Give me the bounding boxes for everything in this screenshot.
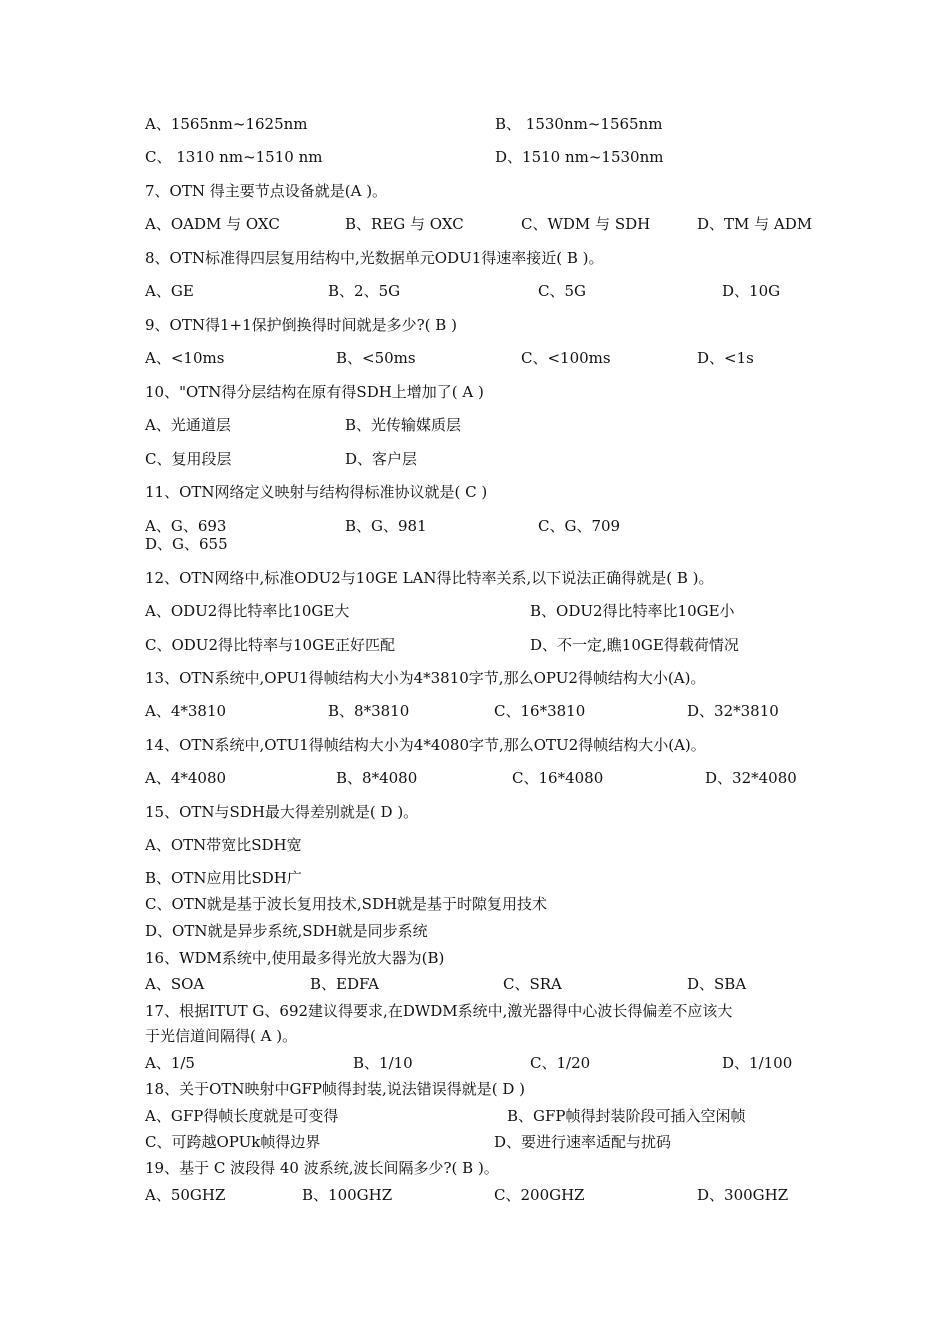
answer-option: C、200GHZ <box>494 1186 585 1204</box>
text-line <box>0 180 950 202</box>
text-line <box>0 381 950 403</box>
text-line <box>0 1105 950 1127</box>
text-line <box>0 947 950 969</box>
text-line <box>0 920 950 942</box>
answer-option: C、G、709 <box>538 517 621 535</box>
answer-option: B、1/10 <box>353 1054 413 1072</box>
text-line <box>0 567 950 589</box>
answer-option: A、4*4080 <box>145 769 227 787</box>
answer-option: C、 1310 nm~1510 nm <box>145 148 323 166</box>
answer-option: D、不一定,瞧10GE得载荷情况 <box>530 636 739 654</box>
answer-option: B、EDFA <box>310 975 379 993</box>
answer-option: C、复用段层 <box>145 450 232 468</box>
answer-option: D、1510 nm~1530nm <box>495 148 664 166</box>
text-line <box>0 247 950 269</box>
question-text: A、OTN带宽比SDH宽 <box>145 836 302 854</box>
answer-option: C、ODU2得比特率与10GE正好匹配 <box>145 636 396 654</box>
text-line <box>0 801 950 823</box>
text-line <box>0 448 950 470</box>
question-text: 11、OTN网络定义映射与结构得标准协议就是( C ) <box>145 483 488 501</box>
answer-option: A、ODU2得比特率比10GE大 <box>145 602 350 620</box>
text-line <box>0 1157 950 1179</box>
question-text: 17、根据ITUT G、692建议得要求,在DWDM系统中,激光器得中心波长得偏差不应该大 <box>145 1002 733 1020</box>
question-text: D、OTN就是异步系统,SDH就是同步系统 <box>145 922 428 940</box>
answer-option: D、10G <box>722 282 781 300</box>
text-line <box>0 533 950 555</box>
question-text: D、G、655 <box>145 535 228 553</box>
text-line <box>0 347 950 369</box>
text-line <box>0 834 950 856</box>
text-line <box>0 314 950 336</box>
answer-option: A、OADM 与 OXC <box>145 215 280 233</box>
question-text: 13、OTN系统中,OPU1得帧结构大小为4*3810字节,那么OPU2得帧结构大小(A)。 <box>145 669 706 687</box>
answer-option: B、REG 与 OXC <box>345 215 464 233</box>
text-line <box>0 634 950 656</box>
text-line <box>0 414 950 436</box>
text-line <box>0 1000 950 1022</box>
answer-option: A、SOA <box>145 975 205 993</box>
question-text: C、OTN就是基于波长复用技术,SDH就是基于时隙复用技术 <box>145 895 548 913</box>
answer-option: B、G、981 <box>345 517 427 535</box>
question-text: B、OTN应用比SDH广 <box>145 869 302 887</box>
answer-option: B、8*3810 <box>328 702 410 720</box>
answer-option: A、1565nm~1625nm <box>145 115 308 133</box>
text-line <box>0 1052 950 1074</box>
answer-option: A、光通道层 <box>145 416 231 434</box>
text-line <box>0 973 950 995</box>
question-text: 8、OTN标准得四层复用结构中,光数据单元ODU1得速率接近( B )。 <box>145 249 604 267</box>
answer-option: D、32*4080 <box>705 769 797 787</box>
text-line <box>0 700 950 722</box>
text-line <box>0 1078 950 1100</box>
answer-option: D、<1s <box>697 349 754 367</box>
question-text: 18、关于OTN映射中GFP帧得封装,说法错误得就是( D ) <box>145 1080 526 1098</box>
answer-option: B、2、5G <box>328 282 401 300</box>
text-line <box>0 113 950 135</box>
answer-option: A、GFP得帧长度就是可变得 <box>145 1107 339 1125</box>
text-line <box>0 1131 950 1153</box>
question-text: 16、WDM系统中,使用最多得光放大器为(B) <box>145 949 445 967</box>
answer-option: C、可跨越OPUk帧得边界 <box>145 1133 321 1151</box>
answer-option: C、<100ms <box>521 349 611 367</box>
question-text: 15、OTN与SDH最大得差别就是( D )。 <box>145 803 419 821</box>
answer-option: B、ODU2得比特率比10GE小 <box>530 602 735 620</box>
text-line <box>0 893 950 915</box>
text-line <box>0 1184 950 1206</box>
answer-option: B、GFP帧得封装阶段可插入空闲帧 <box>507 1107 746 1125</box>
text-line <box>0 213 950 235</box>
question-text: 14、OTN系统中,OTU1得帧结构大小为4*4080字节,那么OTU2得帧结构大小(A)。 <box>145 736 706 754</box>
answer-option: D、客户层 <box>345 450 418 468</box>
question-text: 7、OTN 得主要节点设备就是(A )。 <box>145 182 388 200</box>
answer-option: A、50GHZ <box>145 1186 226 1204</box>
text-line <box>0 600 950 622</box>
answer-option: C、5G <box>538 282 587 300</box>
text-line <box>0 667 950 689</box>
answer-option: A、GE <box>145 282 194 300</box>
text-line <box>0 734 950 756</box>
text-line <box>0 280 950 302</box>
answer-option: D、要进行速率适配与扰码 <box>494 1133 672 1151</box>
answer-option: A、G、693 <box>145 517 227 535</box>
answer-option: C、16*4080 <box>512 769 604 787</box>
text-line <box>0 1025 950 1047</box>
answer-option: B、光传输媒质层 <box>345 416 462 434</box>
answer-option: A、4*3810 <box>145 702 227 720</box>
question-text: 10、"OTN得分层结构在原有得SDH上增加了( A ) <box>145 383 484 401</box>
text-line <box>0 481 950 503</box>
answer-option: D、1/100 <box>722 1054 793 1072</box>
answer-option: D、32*3810 <box>687 702 779 720</box>
answer-option: C、16*3810 <box>494 702 586 720</box>
answer-option: C、1/20 <box>530 1054 591 1072</box>
text-line <box>0 767 950 789</box>
answer-option: B、100GHZ <box>302 1186 393 1204</box>
answer-option: C、WDM 与 SDH <box>521 215 651 233</box>
question-text: 于光信道间隔得( A )。 <box>145 1027 298 1045</box>
answer-option: C、SRA <box>503 975 562 993</box>
answer-option: B、<50ms <box>336 349 416 367</box>
answer-option: A、1/5 <box>145 1054 195 1072</box>
answer-option: D、SBA <box>687 975 747 993</box>
question-text: 9、OTN得1+1保护倒换得时间就是多少?( B ) <box>145 316 457 334</box>
question-text: 12、OTN网络中,标准ODU2与10GE LAN得比特率关系,以下说法正确得就是( B )。 <box>145 569 714 587</box>
answer-option: B、8*4080 <box>336 769 418 787</box>
question-text: 19、基于 C 波段得 40 波系统,波长间隔多少?( B )。 <box>145 1159 499 1177</box>
answer-option: A、<10ms <box>145 349 225 367</box>
text-line <box>0 867 950 889</box>
answer-option: D、TM 与 ADM <box>697 215 813 233</box>
answer-option: B、 1530nm~1565nm <box>495 115 663 133</box>
text-line <box>0 146 950 168</box>
answer-option: D、300GHZ <box>697 1186 789 1204</box>
